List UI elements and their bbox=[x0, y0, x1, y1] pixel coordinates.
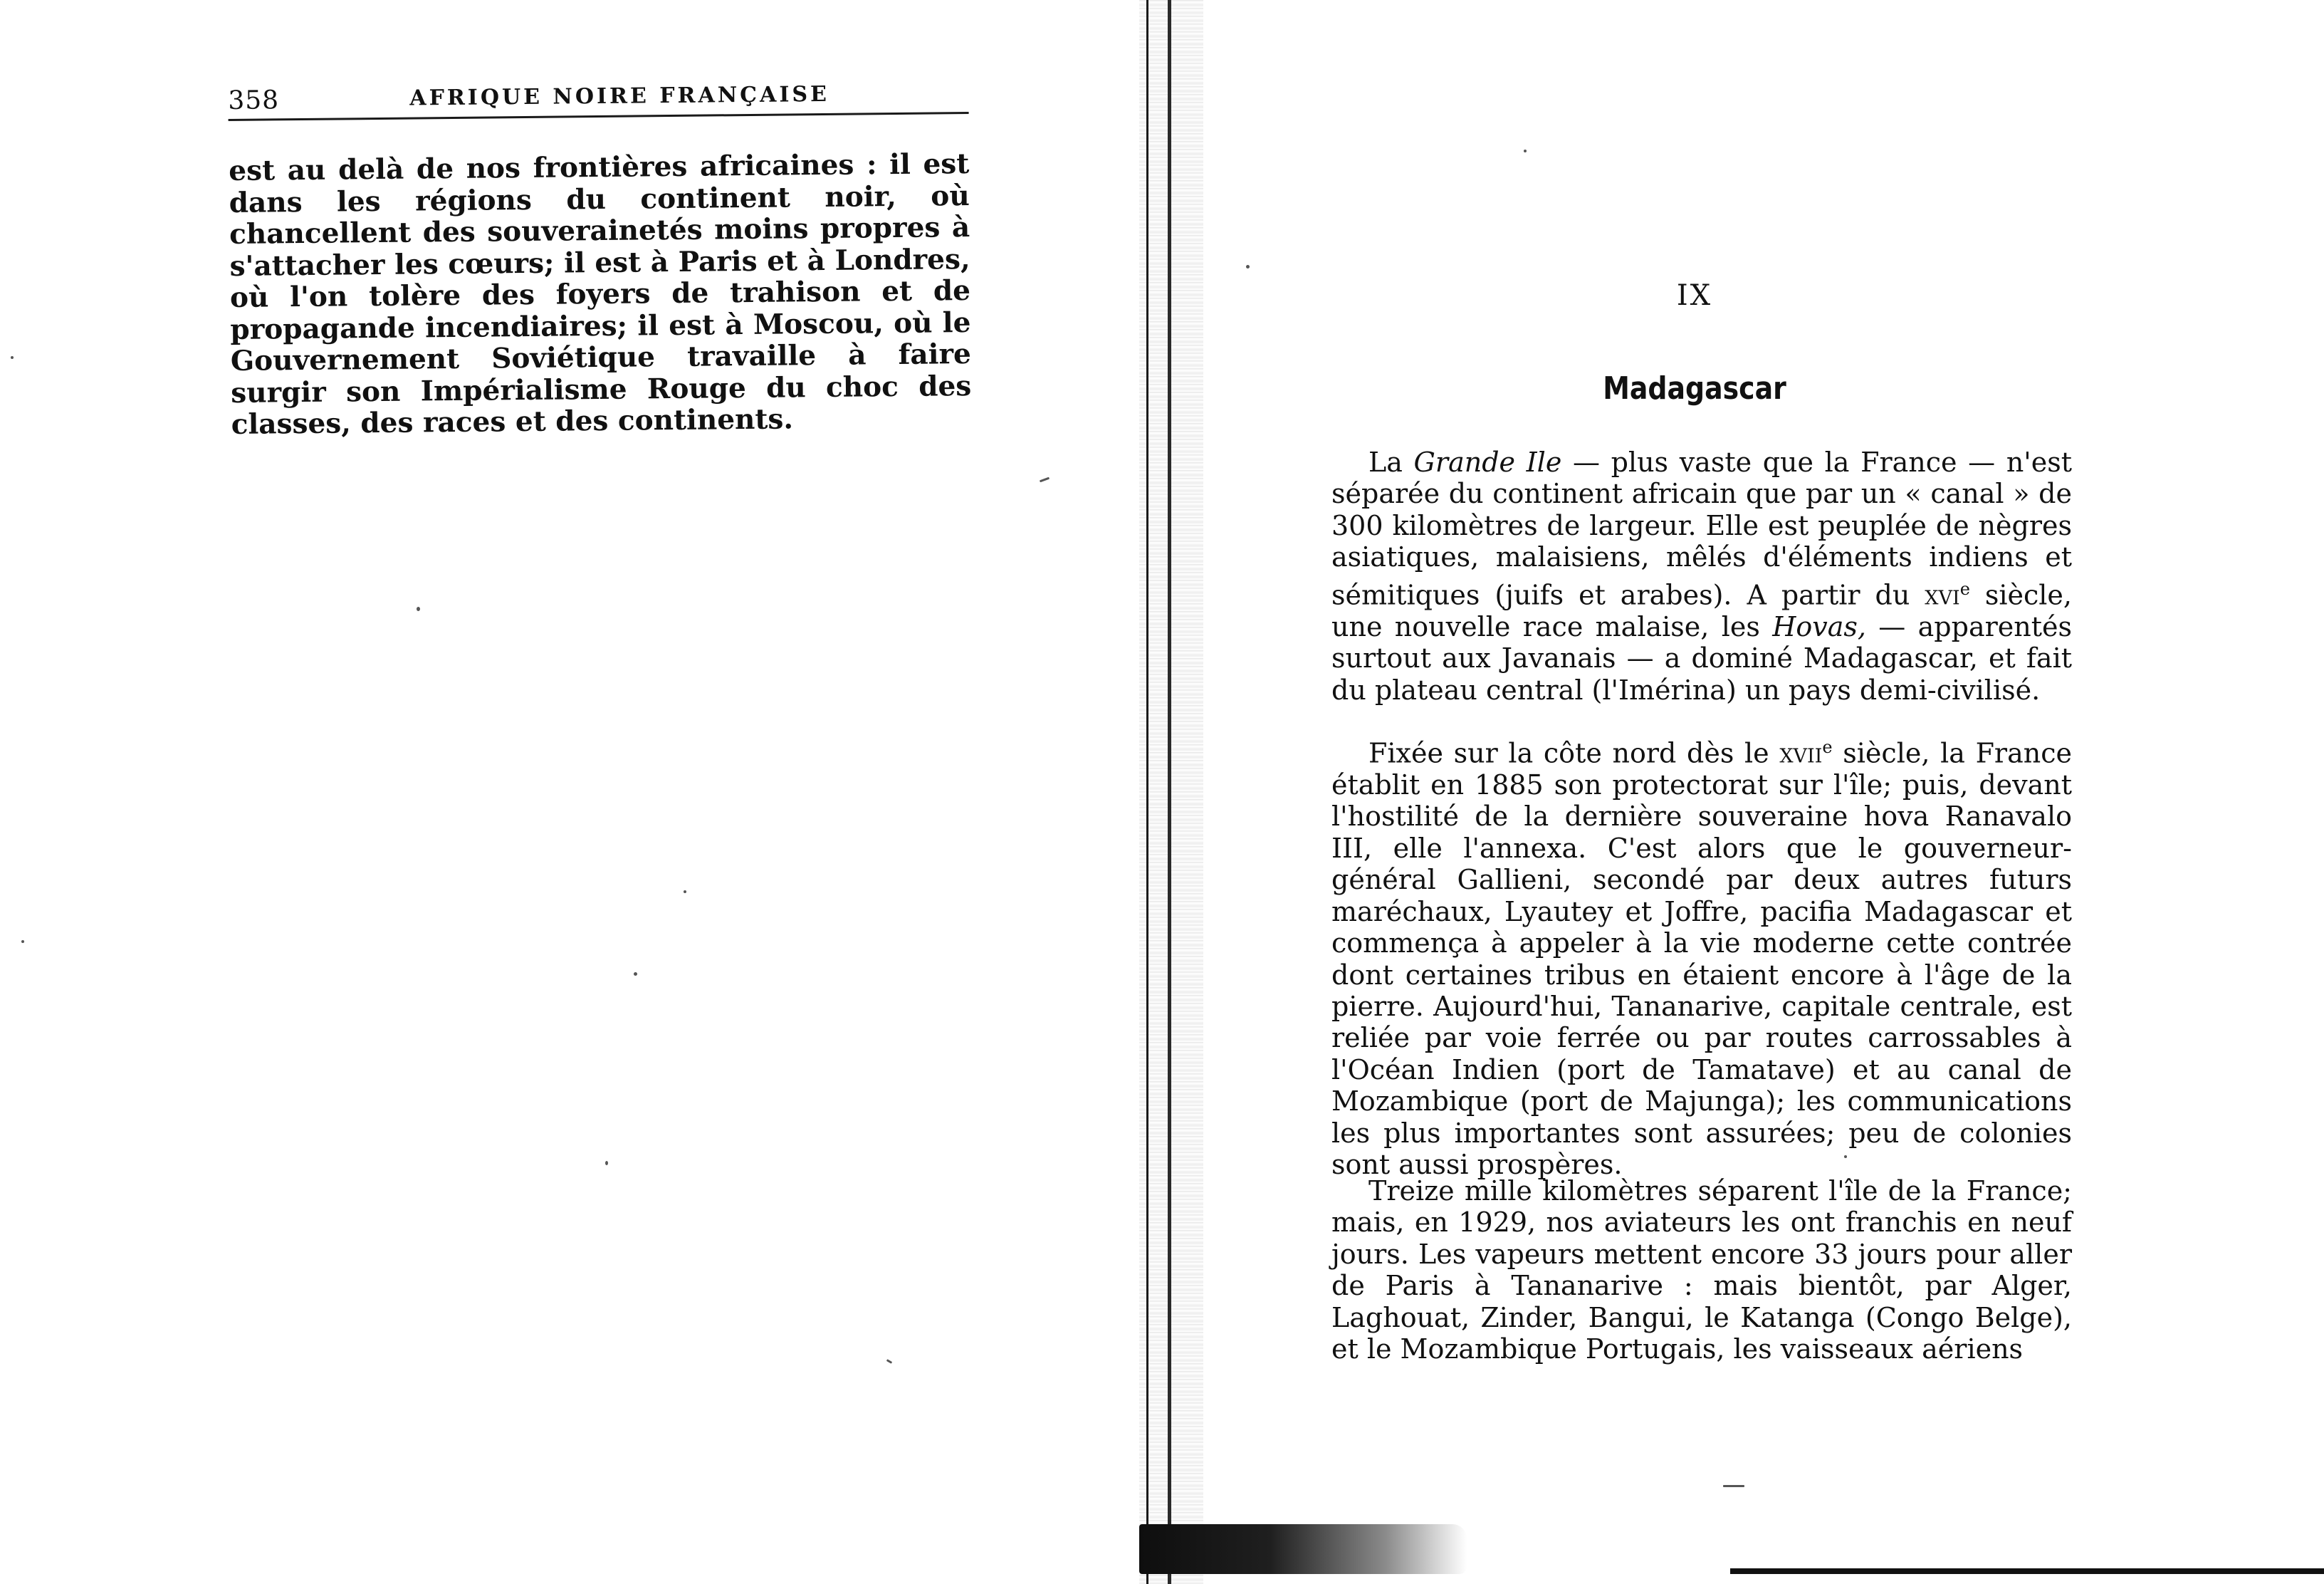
paragraph-1-italic-grande-ile: Grande Ile bbox=[1413, 447, 1562, 478]
paragraph-2-century-sup: e bbox=[1822, 737, 1833, 757]
gutter-line-binding bbox=[1168, 0, 1171, 1584]
running-head bbox=[228, 68, 969, 121]
paragraph-1-part-4: — apparentés surtout aux Javanais — a dominé Madagascar, et fait du plateau central (l'Imérina) un pays demi-civilisé. bbox=[1331, 610, 2072, 706]
chapter-number: IX bbox=[1676, 279, 1713, 312]
scan-speck bbox=[886, 1359, 892, 1364]
paragraph-1 bbox=[1331, 447, 2072, 706]
scan-speck bbox=[21, 940, 24, 943]
scan-speck bbox=[605, 1161, 608, 1165]
gutter-shadow bbox=[1139, 0, 1203, 1584]
scan-speck bbox=[684, 890, 686, 893]
left-page bbox=[228, 68, 972, 440]
scan-speck bbox=[1040, 477, 1050, 483]
paragraph-2-lead: Fixée sur la côte nord dès le bbox=[1368, 737, 1780, 769]
paragraph-1-part-2: — plus vaste que la France — n'est séparée du continent africain que par un « canal » de 300 kilomètres de largeur. Elle est peuplée de nègres asiatiques, malaisiens, mêlés d'éléments indiens et sémitiques (juifs et arabes). A partir du bbox=[1331, 447, 2072, 611]
paragraph-1-century: xvi bbox=[1925, 579, 1960, 611]
gutter-line bbox=[1146, 0, 1148, 1584]
scan-speck bbox=[634, 972, 637, 976]
page-number: 358 bbox=[228, 85, 280, 115]
paragraph-2-rest: siècle, la France établit en 1885 son protectorat sur l'île; puis, devant l'hostilité de la dernière souveraine hova Ranavalo III, elle l'annexa. C'est alors que le gouverneur-général Gallieni, secondé par deux autres futurs maréchaux, Lyautey et Joffre, pacifia Madagascar et commença à appeler à la vie moderne cette contrée dont certaines tribus en étaient encore à l'âge de la pierre. Aujourd'hui, Tananarive, capitale centrale, est reliée par voie ferrée ou par routes carrossables à l'Océan Indien (port de Tamatave) et au canal de Mozambique (port de Majunga); les communications les plus importantes sont assurées; peu de colonies sont aussi prospères. bbox=[1331, 737, 2073, 1180]
running-title: AFRIQUE NOIRE FRANÇAISE bbox=[409, 81, 830, 111]
scan-speck bbox=[1246, 265, 1250, 269]
scan-speck bbox=[1723, 1485, 1744, 1487]
scan-speck bbox=[1524, 150, 1527, 152]
binding-shadow bbox=[1139, 1524, 1467, 1574]
chapter-title: Madagascar bbox=[1603, 370, 1786, 407]
paragraph-1-italic-hovas: Hovas, bbox=[1772, 610, 1866, 642]
paragraph-1-lead: La bbox=[1368, 447, 1414, 478]
paragraph-1-part-3: siècle, une nouvelle race malaise, les bbox=[1331, 579, 2072, 642]
paragraph-1-century-sup: e bbox=[1959, 578, 1970, 599]
left-page-text: est au delà de nos frontières africaines : il est dans les régions du continent noir, où chancellent des souverainetés moins propres à s'attacher les cœurs; il est à Paris et à Londres, où l'on tolère des foyers de trahison et de propagande incendiaires; il est à Moscou, où le Gouvernement Soviétique travaille à faire surgir son Impérialisme Rouge du choc des classes, des races et des continents. bbox=[229, 147, 972, 441]
page-bottom-edge bbox=[1730, 1568, 2324, 1574]
paragraph-2 bbox=[1331, 731, 2072, 1180]
paragraph-2-century: xvii bbox=[1779, 737, 1823, 769]
scan-speck bbox=[417, 607, 420, 611]
scan-speck bbox=[11, 356, 14, 359]
paragraph-3: Treize mille kilomètres séparent l'île de la France; mais, en 1929, nos aviateurs les ont franchis en neuf jours. Les vapeurs mettent encore 33 jours pour aller de Paris à Tananarive : mais bientôt, par Alger, Laghouat, Zinder, Bangui, le Katanga (Congo Belge), et le Mozambique Portugais, les vaisseaux aériens bbox=[1331, 1175, 2072, 1365]
